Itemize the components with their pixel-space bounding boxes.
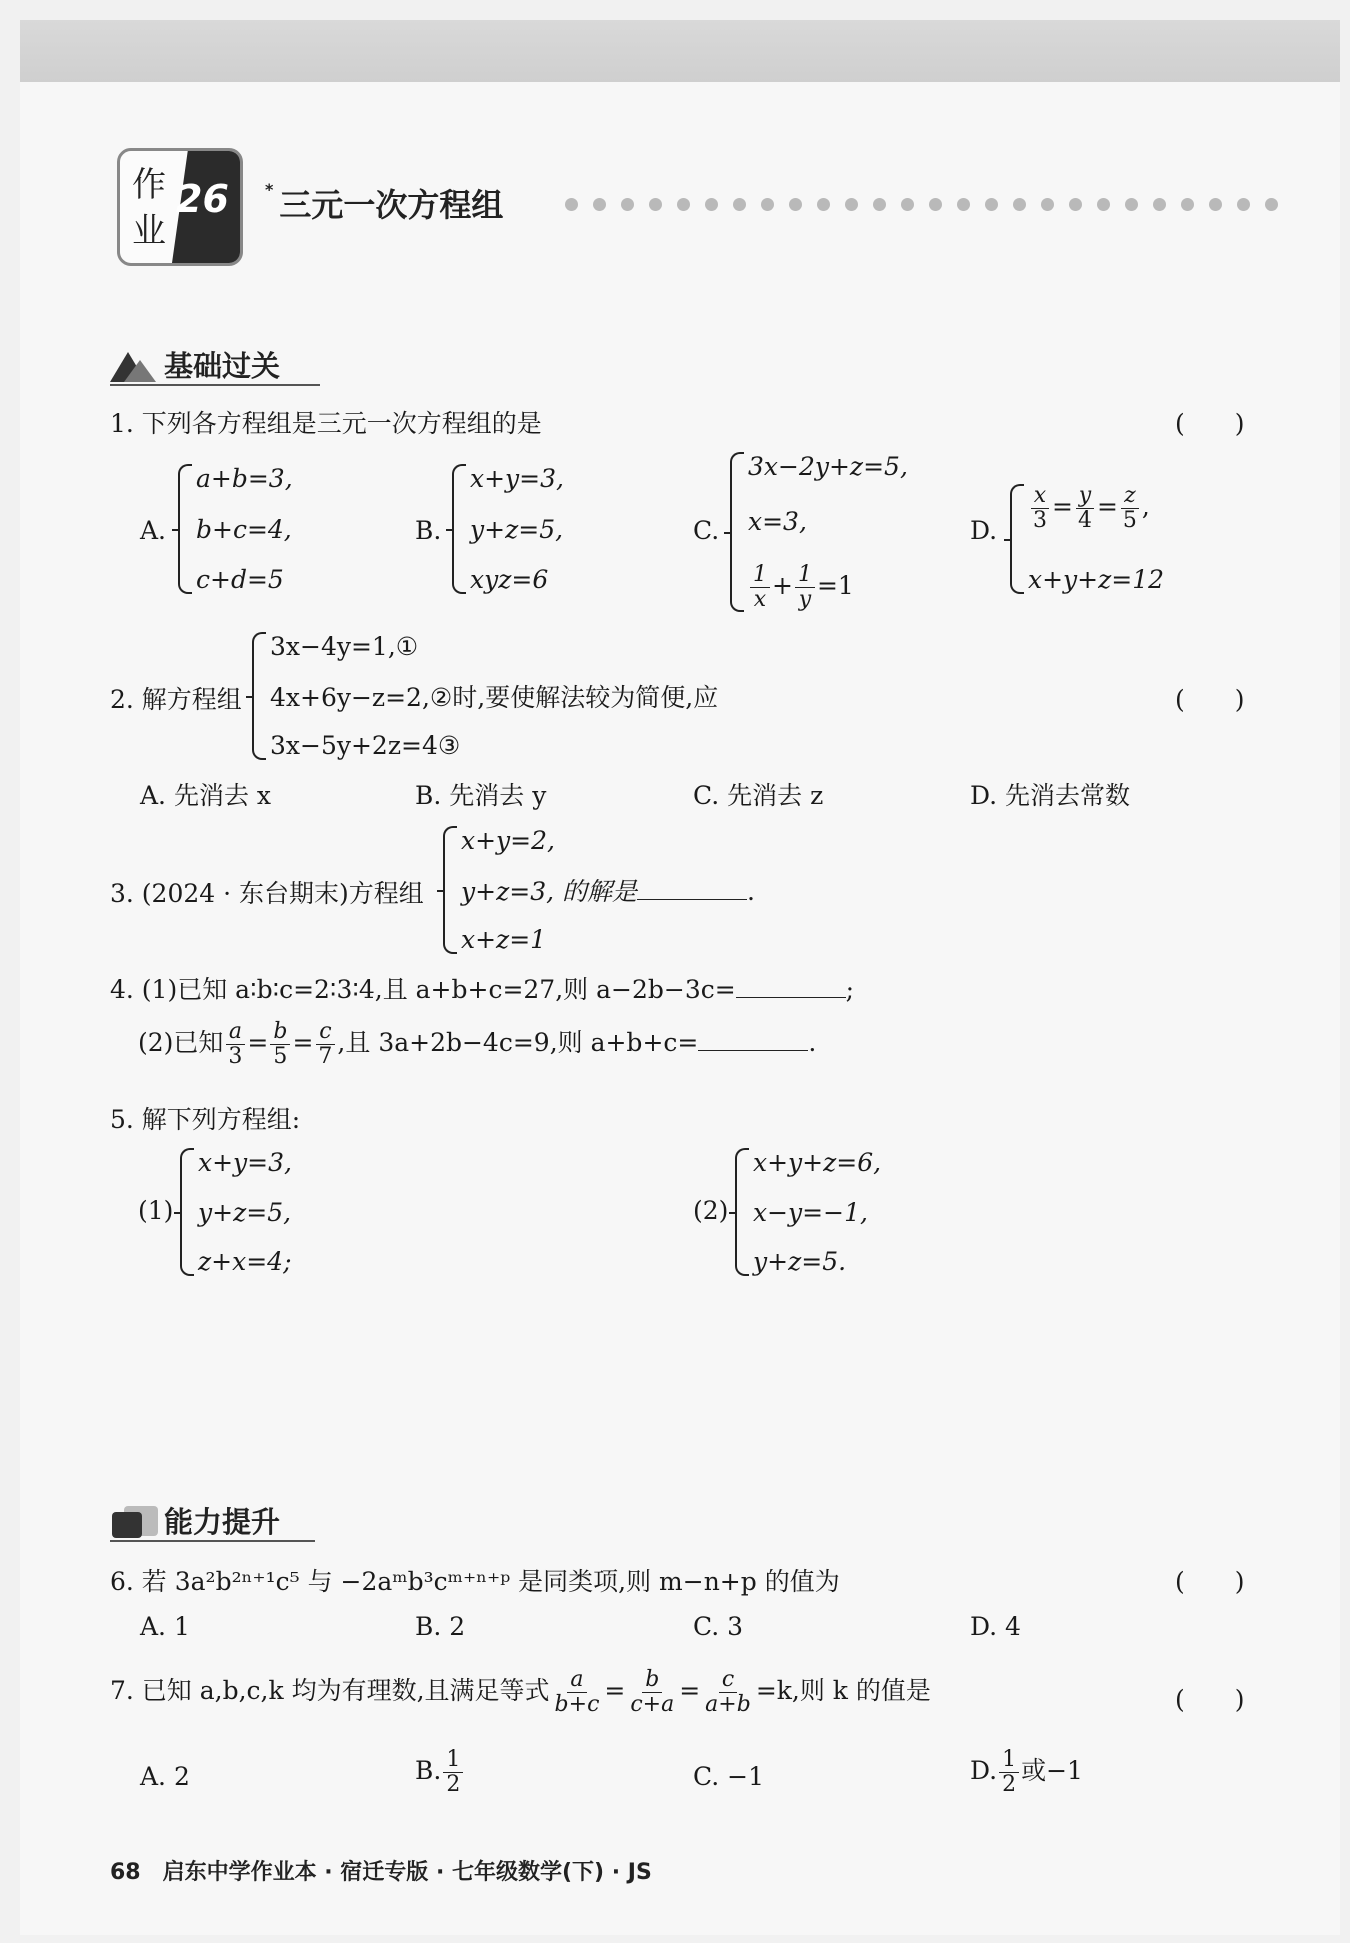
title-dots [565,198,1325,214]
blocks-icon [110,1504,160,1538]
q6-answer-paren[interactable]: ( ) [1175,1567,1245,1596]
q7-option-b: B. $\frac{1}{2}$ [415,1748,465,1797]
q2-answer-paren[interactable]: ( ) [1175,685,1245,714]
q1-option-c-system: 3x−2y+z=5, x=3, $\frac{1}{x}$ + $\frac{1}{y}$ =1 [730,452,908,612]
assignment-badge [117,148,243,266]
q3-prefix: 3. (2024 · 东台期末)方程组 [110,879,424,908]
q1-option-b-label: B. [415,516,442,545]
q1-option-b-system: x+y=3, y+z=5, xyz=6 [452,464,564,594]
q5-part2-system: x+y+z=6, x−y=−1, y+z=5. [735,1148,881,1276]
q5-stem: 5. 解下列方程组: [110,1105,301,1134]
page-footer: 68 启东中学作业本 · 宿迁专版 · 七年级数学(下) · JS [110,1860,652,1885]
q1-answer-paren[interactable]: ( ) [1175,409,1245,438]
q2-prefix: 2. 解方程组 [110,685,242,714]
q7-option-a: A. 2 [140,1762,190,1791]
q6-option-b: B. 2 [415,1612,466,1641]
q4-part2: (2)已知 $\frac{a}{3}$ = $\frac{b}{5}$ = $\frac{c}{7}$ ,且 3a+2b−4c=9,则 a+b+c= . [138,1019,817,1070]
badge-top: 作 [132,165,166,205]
q7-option-d: D. $\frac{1}{2}$ 或−1 [970,1747,1083,1798]
section-advanced: 能力提升 [110,1500,280,1541]
q2-system: 3x−4y=1,① 4x+6y−z=2,②时,要使解法较为简便,应 3x−5y+2z=4③ [252,632,718,760]
q5-part2-label: (2) [693,1196,729,1225]
q6-option-d: D. 4 [970,1612,1021,1641]
q4-part2-blank[interactable] [698,1050,808,1051]
q1-option-d-system: $\frac{x}{3}$ = $\frac{y}{4}$ = $\frac{z}{5}$ , x+y+z=12 [1010,484,1164,594]
q7-answer-paren[interactable]: ( ) [1175,1685,1245,1714]
badge-number: 26 [176,177,229,221]
q6-stem: 6. 若 3a²b²ⁿ⁺¹c⁵ 与 −2aᵐb³cᵐ⁺ⁿ⁺ᵖ 是同类项,则 m−n+p 的值为 [110,1567,840,1596]
q2-option-c: C. 先消去 z [693,781,824,810]
q6-option-c: C. 3 [693,1612,744,1641]
q1-option-c-label: C. [693,516,720,545]
q2-option-b: B. 先消去 y [415,781,547,810]
section-basic: 基础过关 [110,344,280,385]
q1-option-a-system: a+b=3, b+c=4, c+d=5 [178,464,293,594]
q1-option-d-label: D. [970,516,998,545]
q4-part1-blank[interactable] [736,997,846,998]
badge-bottom: 业 [132,211,166,251]
page-title: * 三元一次方程组 [265,180,504,224]
q6-option-a: A. 1 [140,1612,190,1641]
q1-stem: 1. 下列各方程组是三元一次方程组的是 [110,409,542,438]
q7-stem: 7. 已知 a,b,c,k 均为有理数,且满足等式 $\frac{a}{b+c}$ = $\frac{b}{c+a}$ = $\frac{c}{a+b}$ =k,则 k 的值是 [110,1667,931,1718]
q3-system: x+y=2, y+z=3, 的解是 . x+z=1 [443,826,755,954]
q4-part1: 4. (1)已知 a∶b∶c=2∶3∶4,且 a+b+c=27,则 a−2b−3c= ; [110,975,855,1004]
q3-answer-blank[interactable] [637,899,747,900]
q1-option-a-label: A. [140,516,167,545]
q5-part1-label: (1) [138,1196,174,1225]
q7-option-c: C. −1 [693,1762,764,1791]
q5-part1-system: x+y=3, y+z=5, z+x=4; [180,1148,292,1276]
top-band [20,20,1340,82]
q2-option-a: A. 先消去 x [140,781,271,810]
q2-option-d: D. 先消去常数 [970,781,1131,810]
mountain-icon [110,348,160,382]
